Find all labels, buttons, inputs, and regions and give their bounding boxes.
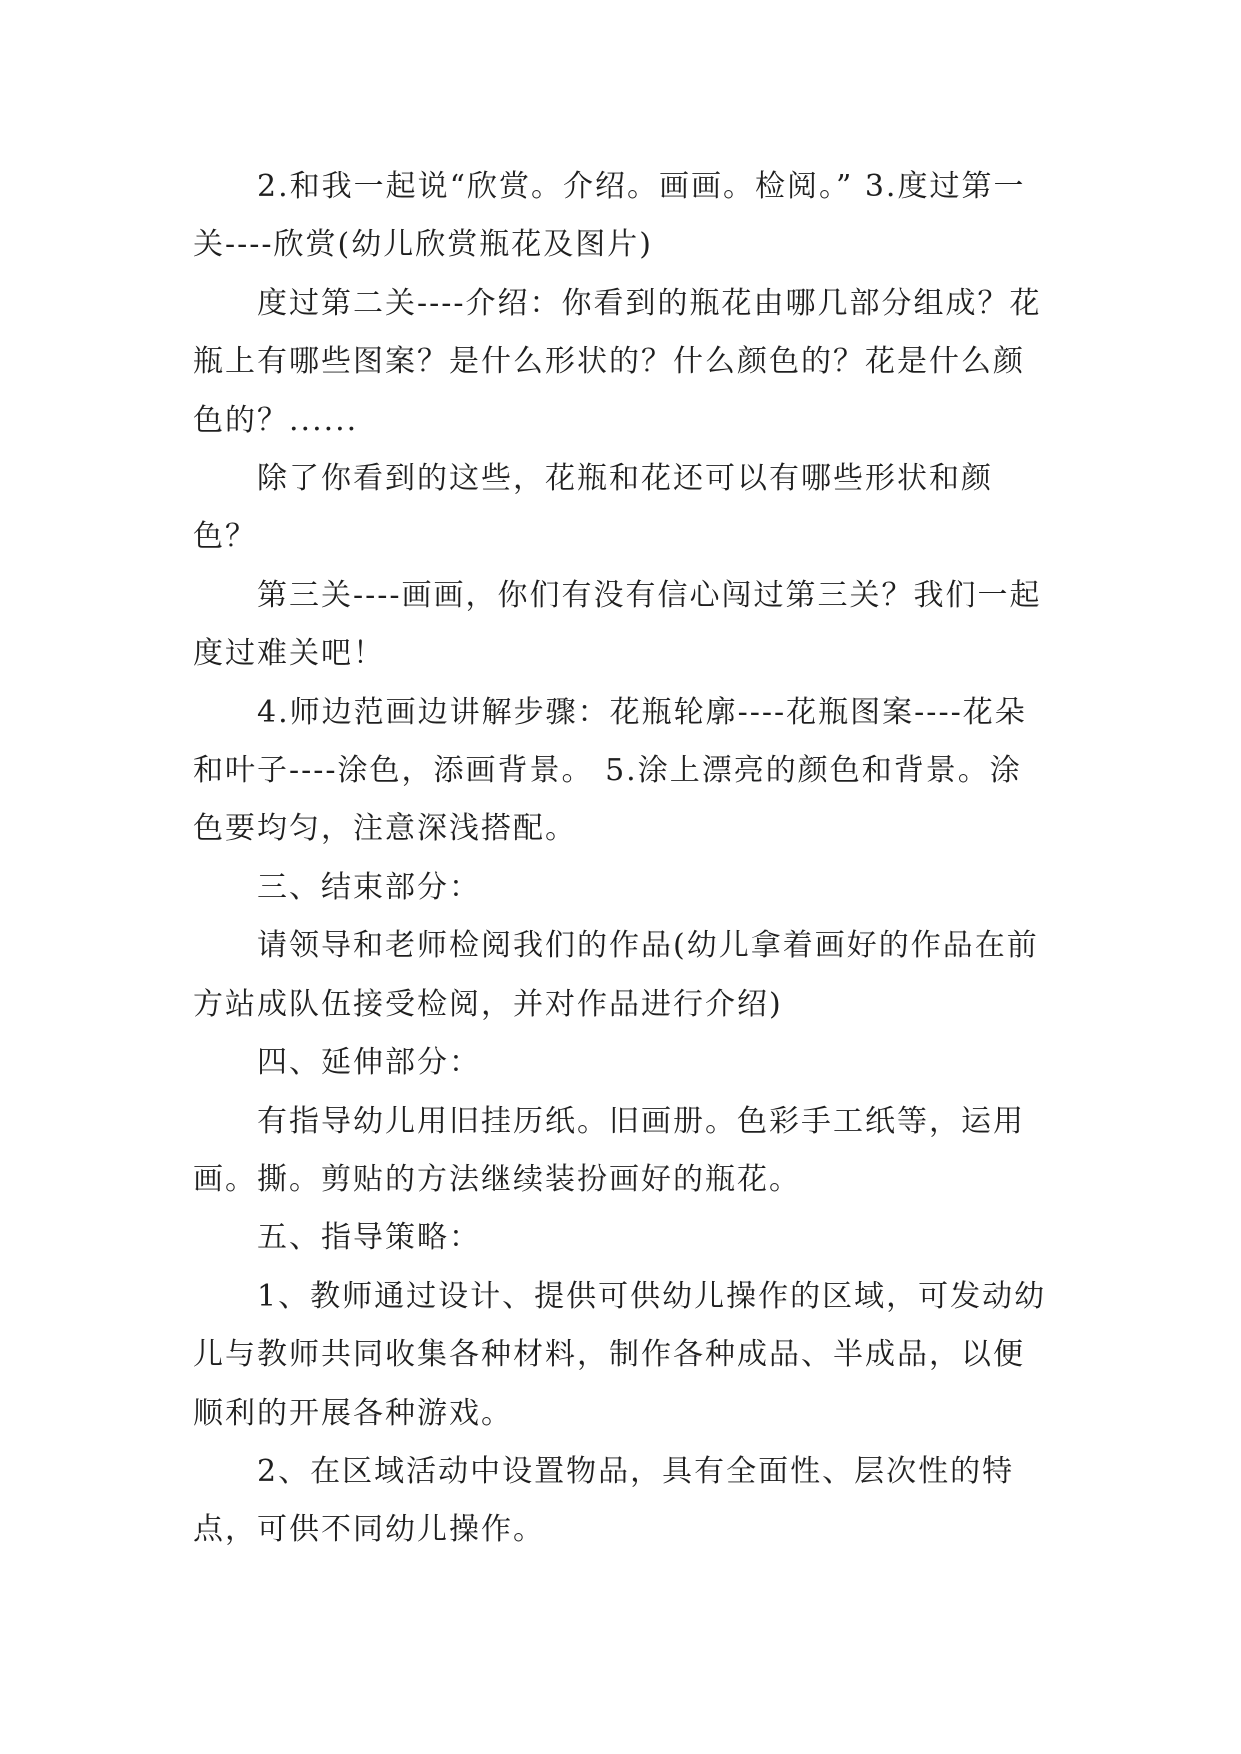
paragraph-extension-activity: 有指导幼儿用旧挂历纸。旧画册。色彩手工纸等，运用画。撕。剪贴的方法继续装扮画好的瓶花。 (193, 1103, 1025, 1197)
paragraph-review-works: 请领导和老师检阅我们的作品(幼儿拿着画好的作品在前方站成队伍接受检阅，并对作品进行介绍) (193, 928, 1039, 1022)
paragraph-strategy-1: 1、教师通过设计、提供可供幼儿操作的区域，可发动幼儿与教师共同收集各种材料，制作各种成品、半成品，以便顺利的开展各种游戏。 (193, 1278, 1047, 1431)
paragraph-level-2-introduce: 度过第二关----介绍：你看到的瓶花由哪几部分组成？花瓶上有哪些图案？是什么形状的？什么颜色的？花是什么颜色的？...... (193, 285, 1042, 438)
paragraph-step-2-3: 2.和我一起说“欣赏。介绍。画画。检阅。” 3.度过第一关----欣赏(幼儿欣赏瓶花及图片) (193, 169, 1026, 263)
section-heading-strategy: 五、指导策略： (257, 1220, 481, 1256)
paragraph-other-shapes-colors: 除了你看到的这些，花瓶和花还可以有哪些形状和颜色？ (193, 461, 993, 555)
paragraph-level-3-draw: 第三关----画画，你们有没有信心闯过第三关？我们一起度过难关吧！ (193, 577, 1042, 672)
section-heading-ending: 三、结束部分： (257, 869, 481, 905)
paragraph-strategy-2: 2、在区域活动中设置物品，具有全面性、层次性的特点，可供不同幼儿操作。 (193, 1453, 1015, 1548)
section-heading-extension: 四、延伸部分： (257, 1045, 481, 1081)
document-body (193, 158, 1053, 1560)
paragraph-step-4-5: 4.师边范画边讲解步骤：花瓶轮廓----花瓶图案----花朵和叶子----涂色，添画背景。 5.涂上漂亮的颜色和背景。涂色要均匀，注意深浅搭配。 (193, 694, 1027, 847)
